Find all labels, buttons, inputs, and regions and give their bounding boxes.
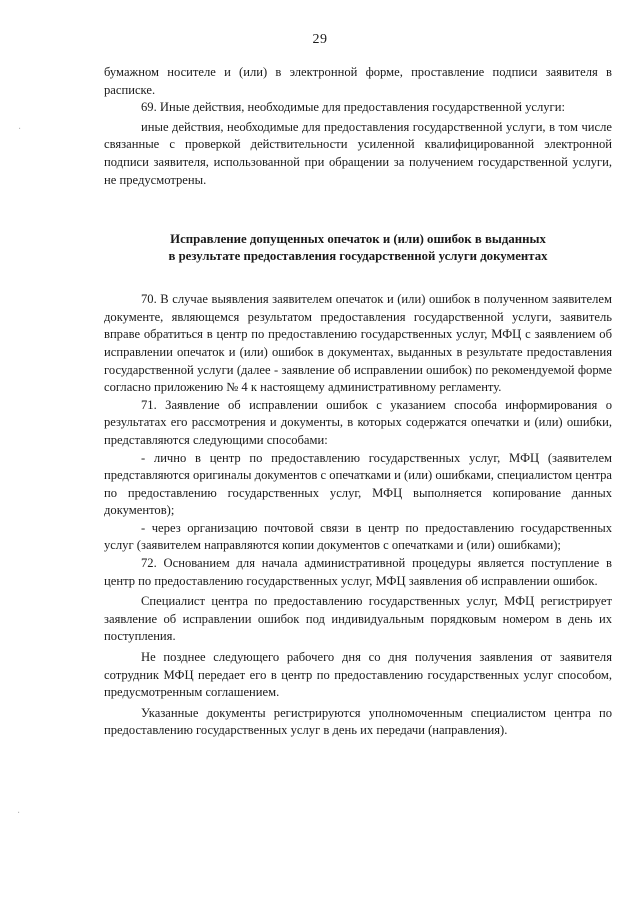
paragraph: бумажном носителе и (или) в электронной форме, проставление подписи заявителя в расписке. (104, 65, 612, 97)
section-heading-line: в результате предоставления государственной услуги документах (168, 249, 548, 264)
margin-mark: · (18, 124, 22, 135)
paragraph-72: 72. Основанием для начала административной процедуры является поступление в центр по предоставлению государственных услуг, МФЦ заявления об исправлении ошибок. (104, 556, 612, 588)
page-number: 29 (312, 32, 328, 47)
list-item: - лично в центр по предоставлению государственных услуг, МФЦ (заявителем представляются оригиналы документов с опечатками и (или) ошибками, специалистом центра по предоставлению государственных услуг, МФЦ выполняется копирование данных документов); (104, 450, 612, 518)
margin-mark: · (17, 808, 21, 819)
paragraph: иные действия, необходимые для предоставления государственной услуги, в том числе связанные с проверкой действительности усиленной квалифицированной электронной подписи заявителя, использованной при обращении за получением государственной услуги, не предусмотрены. (104, 119, 612, 187)
paragraph-71: 71. Заявление об исправлении ошибок с указанием способа информирования о результатах его рассмотрения и документы, в которых содержатся опечатки и (или) ошибки, представляются следующими способами: (104, 397, 612, 447)
paragraph-69: 69. Иные действия, необходимые для предоставления государственной услуги: (141, 100, 565, 115)
paragraph-70: 70. В случае выявления заявителем опечаток и (или) ошибок в полученном заявителем документе, являющемся результатом предоставления государственной услуги, заявитель вправе обратиться в центр по предоставлению государственных услуг, МФЦ с заявлением об исправлении опечаток и (или) ошибок в документах, выданных в результате предоставления государственной услуги (далее - заявление об исправлении ошибок) по рекомендуемой форме согласно приложению № 4 к настоящему административному регламенту. (104, 292, 612, 395)
paragraph: Указанные документы регистрируются уполномоченным специалистом центра по предоставлению государственных услуг в день их передачи (направления). (104, 705, 612, 738)
section-heading (104, 231, 612, 265)
paragraph: Специалист центра по предоставлению государственных услуг, МФЦ регистрирует заявление об исправлении ошибок под индивидуальным порядковым номером в день их поступления. (104, 594, 612, 644)
list-item: - через организацию почтовой связи в центр по предоставлению государственных услуг (заявителем направляются копии документов с опечатками и (или) ошибками); (104, 520, 612, 553)
paragraph: Не позднее следующего рабочего дня со дня получения заявления от заявителя сотрудник МФЦ передает его в центр по предоставлению государственных услуг способом, предусмотренным соглашением. (104, 650, 612, 700)
document-body (104, 64, 612, 740)
section-heading-line: Исправление допущенных опечаток и (или) ошибок в выданных (170, 232, 546, 247)
